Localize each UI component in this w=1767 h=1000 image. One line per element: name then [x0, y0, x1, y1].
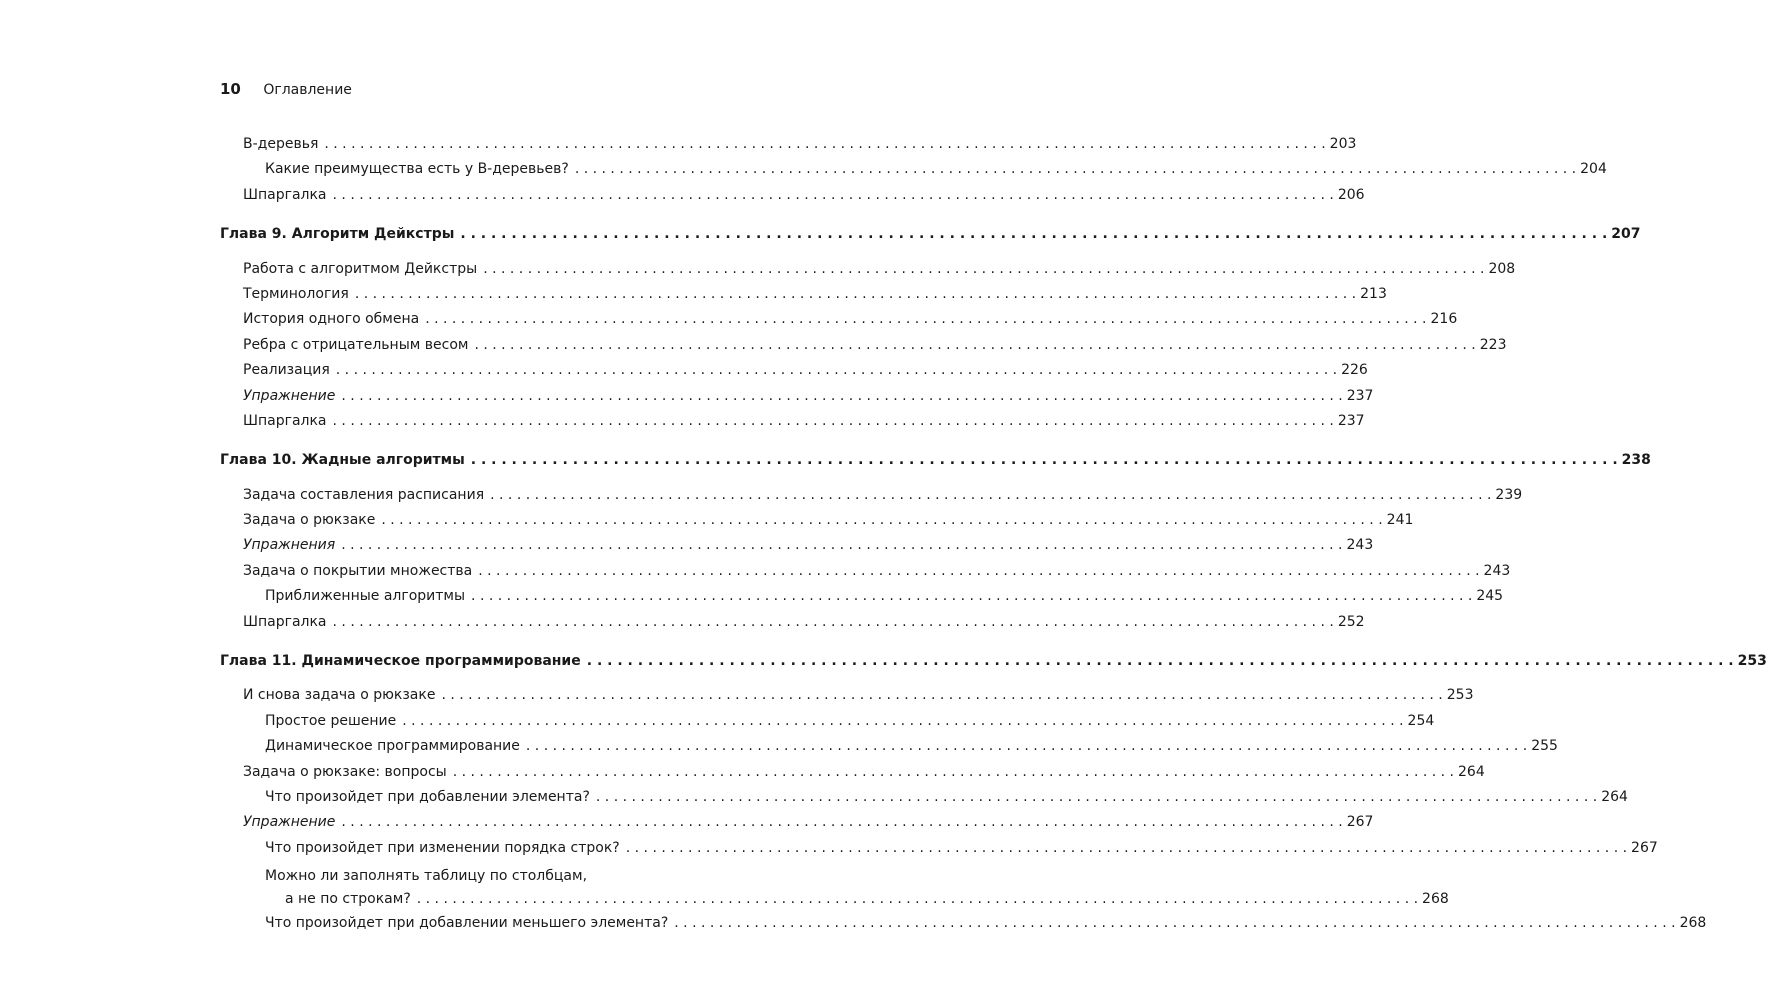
toc-entry[interactable] — [220, 559, 1511, 584]
dot-leader — [474, 333, 1475, 358]
toc-entry-title: Простое решение — [265, 712, 397, 729]
dot-leader — [333, 610, 1334, 635]
toc-chapter-11[interactable] — [220, 649, 1767, 674]
page-number: 10 — [220, 80, 241, 98]
toc-entry-page: 268 — [1679, 915, 1707, 932]
toc-entry[interactable] — [220, 760, 1485, 785]
dot-leader — [490, 483, 1491, 508]
toc-entry-title: Шпаргалка — [243, 613, 327, 630]
toc-entry[interactable] — [220, 810, 1374, 835]
table-of-contents — [220, 132, 1767, 937]
toc-entry[interactable] — [220, 333, 1507, 358]
toc-entry[interactable] — [220, 358, 1368, 383]
toc-entry-page: 216 — [1430, 311, 1458, 328]
toc-chapter-9[interactable] — [220, 222, 1641, 247]
toc-entry[interactable] — [220, 157, 1607, 182]
toc-entry[interactable] — [220, 282, 1387, 307]
toc-entry[interactable] — [220, 709, 1435, 734]
toc-entry-title: История одного обмена — [243, 311, 420, 328]
toc-entry-title: Шпаргалка — [243, 186, 327, 203]
chapter-title: Глава 11. Динамическое программирование — [220, 653, 581, 670]
dot-leader — [402, 709, 1403, 734]
toc-entry-page: 267 — [1346, 814, 1374, 831]
dot-leader — [460, 222, 1607, 247]
toc-entry-page: 264 — [1458, 763, 1485, 780]
toc-entry-page: 223 — [1479, 336, 1507, 353]
dot-leader — [355, 282, 1356, 307]
toc-entry-title: Задача о рюкзаке: вопросы — [243, 763, 447, 780]
chapter-page: 253 — [1737, 653, 1767, 670]
toc-entry[interactable] — [220, 132, 1357, 157]
toc-entry-title: Упражнения — [243, 537, 336, 554]
dot-leader — [471, 448, 1618, 473]
toc-entry-page: 264 — [1601, 788, 1628, 805]
dot-leader — [453, 760, 1454, 785]
toc-entry-title-line1: Можно ли заполнять таблицу по столбцам, — [265, 868, 588, 885]
dot-leader — [324, 132, 1325, 157]
toc-entry-title: Шпаргалка — [243, 412, 327, 429]
dot-leader — [478, 559, 1479, 584]
toc-entry-page: 243 — [1346, 537, 1374, 554]
toc-entry-page: 237 — [1337, 412, 1365, 429]
dot-leader — [341, 533, 1342, 558]
dot-leader — [381, 508, 1382, 533]
toc-entry-page: 253 — [1446, 687, 1474, 704]
toc-entry-page: 204 — [1580, 161, 1607, 178]
toc-entry-page: 203 — [1329, 136, 1357, 152]
toc-entry[interactable] — [220, 257, 1516, 282]
toc-entry[interactable] — [220, 683, 1474, 708]
toc-entry-title: Динамическое программирование — [265, 738, 520, 755]
toc-entry-title: Задача о рюкзаке — [243, 512, 376, 529]
toc-entry-page: 206 — [1337, 186, 1365, 203]
toc-entry-page: 208 — [1488, 260, 1516, 277]
toc-entry[interactable] — [220, 533, 1374, 558]
dot-leader — [626, 836, 1627, 861]
dot-leader — [674, 911, 1675, 936]
toc-entry-page: 241 — [1386, 512, 1414, 529]
toc-entry[interactable] — [220, 911, 1707, 936]
toc-entry-title-line2: а не по строкам? — [285, 891, 411, 908]
toc-entry-title: И снова задача о рюкзаке — [243, 687, 436, 704]
toc-entry-title: Задача составления расписания — [243, 486, 485, 503]
toc-entry[interactable] — [220, 836, 1658, 861]
toc-entry[interactable] — [220, 483, 1523, 508]
toc-chapter-10[interactable] — [220, 448, 1651, 473]
toc-entry-page: 213 — [1360, 285, 1387, 302]
dot-leader — [341, 384, 1342, 409]
toc-entry-title: Упражнение — [243, 814, 336, 831]
dot-leader — [526, 734, 1527, 759]
toc-entry-page: 254 — [1407, 712, 1435, 729]
dot-leader — [441, 683, 1442, 708]
toc-entry-page: 239 — [1495, 486, 1523, 503]
dot-leader — [587, 649, 1734, 674]
toc-entry-page: 252 — [1337, 613, 1365, 630]
toc-entry-page: 267 — [1631, 839, 1658, 856]
toc-entry[interactable] — [220, 584, 1504, 609]
chapter-page: 238 — [1621, 452, 1651, 469]
toc-entry[interactable] — [220, 409, 1365, 434]
dot-leader — [425, 307, 1426, 332]
dot-leader — [471, 584, 1472, 609]
toc-entry-page: 245 — [1476, 588, 1504, 605]
toc-entry-title: Что произойдет при добавлении элемента? — [265, 788, 590, 805]
chapter-title: Глава 10. Жадные алгоритмы — [220, 452, 465, 469]
toc-entry-page: 237 — [1346, 387, 1374, 404]
toc-entry[interactable] — [220, 307, 1458, 332]
dot-leader — [333, 409, 1334, 434]
toc-entry-title: Какие преимущества есть у B-деревьев? — [265, 161, 569, 178]
toc-entry[interactable] — [220, 734, 1558, 759]
toc-entry-title: Работа с алгоритмом Дейкстры — [243, 260, 478, 277]
toc-entry-title: B-деревья — [243, 136, 319, 152]
running-title: Оглавление — [263, 82, 352, 98]
dot-leader — [596, 785, 1597, 810]
toc-entry[interactable] — [220, 785, 1628, 810]
toc-entry[interactable] — [220, 508, 1414, 533]
toc-entry-title: Ребра с отрицательным весом — [243, 336, 469, 353]
toc-entry-title: Задача о покрытии множества — [243, 562, 473, 579]
toc-entry-title: Терминология — [243, 285, 349, 302]
toc-entry-page: 243 — [1483, 562, 1511, 579]
dot-leader — [483, 257, 1484, 282]
chapter-page: 207 — [1611, 226, 1641, 243]
toc-entry-title: Реализация — [243, 362, 330, 379]
dot-leader — [336, 358, 1337, 383]
dot-leader — [333, 183, 1334, 208]
toc-entry[interactable] — [220, 610, 1365, 635]
page-header — [220, 79, 352, 100]
chapter-title: Глава 9. Алгоритм Дейкстры — [220, 226, 455, 243]
dot-leader — [575, 157, 1576, 182]
toc-entry[interactable] — [220, 384, 1374, 409]
toc-entry-page: 226 — [1341, 362, 1368, 379]
toc-entry[interactable] — [220, 865, 1449, 911]
dot-leader — [417, 888, 1418, 911]
toc-entry[interactable] — [220, 183, 1365, 208]
toc-entry-title: Что произойдет при изменении порядка строк? — [265, 839, 620, 856]
dot-leader — [341, 810, 1342, 835]
toc-entry-page: 268 — [1422, 891, 1449, 908]
toc-entry-page: 255 — [1531, 738, 1558, 755]
toc-entry-title: Что произойдет при добавлении меньшего элемента? — [265, 915, 669, 932]
toc-entry-title: Упражнение — [243, 387, 336, 404]
toc-entry-title: Приближенные алгоритмы — [265, 588, 466, 605]
